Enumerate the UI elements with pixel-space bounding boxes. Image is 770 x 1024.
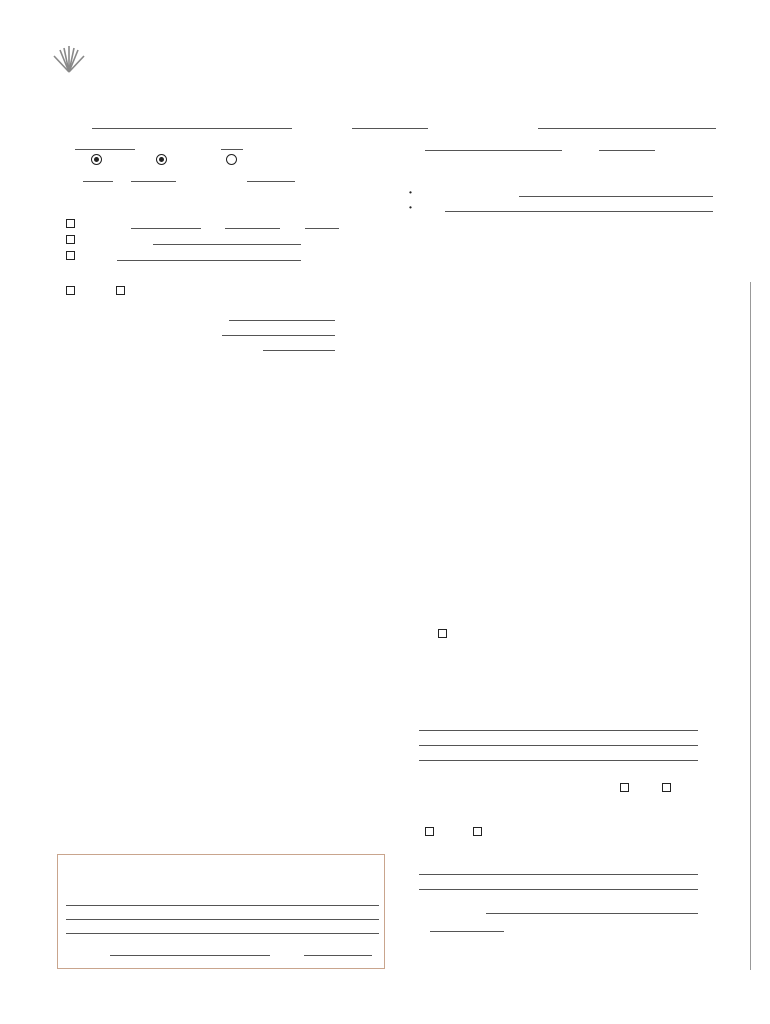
q10-no-checkbox[interactable] bbox=[662, 783, 671, 792]
student-signature-field[interactable] bbox=[486, 913, 698, 914]
height-feet-field[interactable] bbox=[83, 181, 113, 182]
n95-checkbox[interactable] bbox=[66, 219, 75, 228]
yes-no-header-right bbox=[416, 274, 425, 284]
gender-male-radio[interactable] bbox=[91, 154, 102, 165]
q11-no-checkbox[interactable] bbox=[473, 827, 482, 836]
hcp-signature-field[interactable] bbox=[110, 955, 270, 956]
hcp-box bbox=[57, 854, 385, 969]
logo-leaf-icon bbox=[50, 44, 88, 74]
dob-field[interactable] bbox=[75, 149, 135, 150]
name-field[interactable] bbox=[92, 128, 292, 129]
q8-never-used-checkbox[interactable] bbox=[438, 629, 447, 638]
explain-line-1[interactable] bbox=[419, 874, 698, 875]
hcp-line-3[interactable] bbox=[66, 933, 379, 934]
gender-female-radio[interactable] bbox=[156, 154, 167, 165]
q9-line-2[interactable] bbox=[419, 745, 698, 746]
q9-line-3[interactable] bbox=[419, 760, 698, 761]
q1a-field[interactable] bbox=[229, 320, 335, 321]
n95-size-field[interactable] bbox=[305, 228, 339, 229]
weight-field[interactable] bbox=[247, 181, 295, 182]
page-border-line bbox=[750, 282, 751, 970]
hcp-date-field[interactable] bbox=[304, 955, 372, 956]
other-checkbox[interactable] bbox=[66, 251, 75, 260]
hospital-field[interactable] bbox=[538, 128, 716, 129]
email-field[interactable] bbox=[445, 211, 713, 212]
school-field[interactable] bbox=[425, 150, 562, 151]
hcp-line-2[interactable] bbox=[66, 919, 379, 920]
phone-field[interactable] bbox=[519, 196, 713, 197]
n95-model-field[interactable] bbox=[225, 228, 280, 229]
phone-bullet: • bbox=[409, 187, 412, 197]
hcp-line-1[interactable] bbox=[66, 905, 379, 906]
yes-no-header-left bbox=[64, 364, 73, 374]
todays-date-field[interactable] bbox=[352, 128, 428, 129]
age-field[interactable] bbox=[221, 149, 243, 150]
program-field[interactable] bbox=[599, 150, 655, 151]
height-inches-field[interactable] bbox=[131, 181, 176, 182]
student-date-field[interactable] bbox=[430, 931, 504, 932]
logo bbox=[50, 42, 210, 82]
papr-checkbox[interactable] bbox=[66, 235, 75, 244]
q1-yes-checkbox[interactable] bbox=[66, 286, 75, 295]
q10-yes-checkbox[interactable] bbox=[620, 783, 629, 792]
explain-line-2[interactable] bbox=[419, 889, 698, 890]
q1c-field[interactable] bbox=[263, 350, 335, 351]
q11-yes-checkbox[interactable] bbox=[425, 827, 434, 836]
gender-not-disclosed-radio[interactable] bbox=[226, 154, 237, 165]
email-bullet: • bbox=[409, 202, 412, 212]
other-field[interactable] bbox=[117, 260, 301, 261]
papr-hood-field[interactable] bbox=[153, 244, 301, 245]
q9-line-1[interactable] bbox=[419, 730, 698, 731]
q1b-field[interactable] bbox=[222, 335, 335, 336]
q1-no-checkbox[interactable] bbox=[116, 286, 125, 295]
n95-make-field[interactable] bbox=[131, 228, 201, 229]
